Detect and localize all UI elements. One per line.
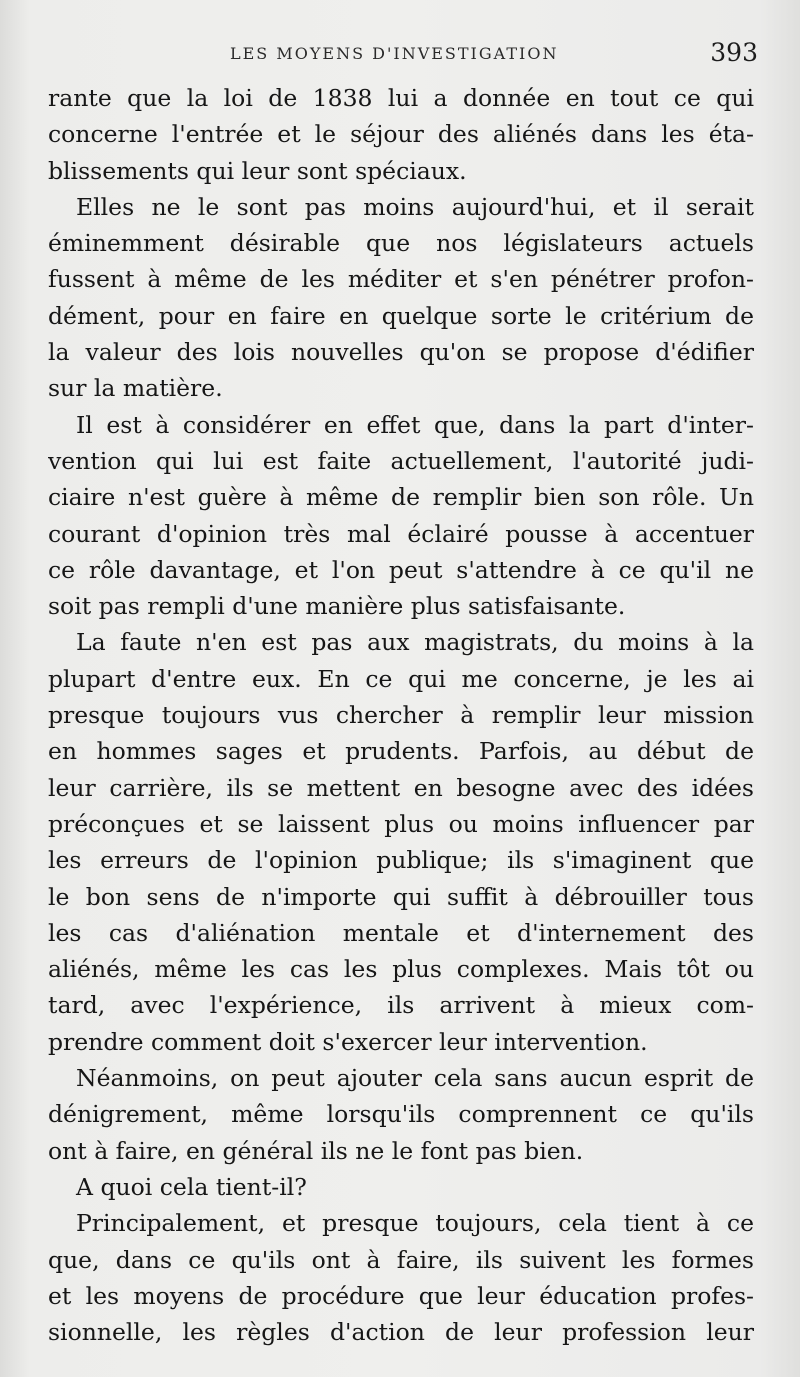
- text-line: courant d'opinion très mal éclairé pousse à accentuer: [48, 519, 754, 548]
- text-line: Elles ne le sont pas moins aujourd'hui, et il serait: [76, 192, 754, 221]
- text-line: Il est à considérer en effet que, dans la part d'inter-: [76, 410, 754, 439]
- text-line: dénigrement, même lorsqu'ils comprennent ce qu'ils: [48, 1100, 754, 1129]
- text-line: soit pas rempli d'une manière plus satisfaisante.: [48, 592, 626, 621]
- text-line: sionnelle, les règles d'action de leur profession leur: [48, 1318, 754, 1347]
- running-title: LES MOYENS D'INVESTIGATION: [230, 44, 559, 63]
- text-line: aliénés, même les cas les plus complexes. Mais tôt ou: [48, 955, 754, 984]
- text-line: fussent à même de les méditer et s'en pénétrer profon-: [48, 265, 754, 294]
- text-line: en hommes sages et prudents. Parfois, au début de: [48, 737, 754, 766]
- text-line: concerne l'entrée et le séjour des aliénés dans les éta-: [48, 120, 754, 149]
- text-line: La faute n'en est pas aux magistrats, du moins à la: [76, 628, 754, 657]
- text-line: que, dans ce qu'ils ont à faire, ils suivent les formes: [48, 1245, 754, 1274]
- text-line: les erreurs de l'opinion publique; ils s'imaginent que: [48, 846, 754, 875]
- text-line: A quoi cela tient-il?: [76, 1172, 307, 1201]
- text-line: tard, avec l'expérience, ils arrivent à mieux com-: [48, 991, 754, 1020]
- text-line: presque toujours vus chercher à remplir leur mission: [48, 701, 754, 730]
- text-line: ciaire n'est guère à même de remplir bien son rôle. Un: [48, 483, 754, 512]
- running-head: [48, 38, 758, 74]
- text-line: Néanmoins, on peut ajouter cela sans aucun esprit de: [76, 1064, 754, 1093]
- text-line: la valeur des lois nouvelles qu'on se propose d'édifier: [48, 338, 754, 367]
- text-line: éminemment désirable que nos législateurs actuels: [48, 229, 754, 258]
- page-number: 393: [710, 38, 758, 67]
- text-line: dément, pour en faire en quelque sorte le critérium de: [48, 301, 754, 330]
- body-text: [48, 80, 754, 1350]
- text-line: rante que la loi de 1838 lui a donnée en tout ce qui: [48, 84, 754, 112]
- text-line: sur la matière.: [48, 374, 223, 403]
- text-line: prendre comment doit s'exercer leur intervention.: [48, 1027, 648, 1056]
- text-line: le bon sens de n'importe qui suffit à débrouiller tous: [48, 882, 754, 911]
- text-line: Principalement, et presque toujours, cela tient à ce: [76, 1209, 754, 1238]
- text-line: ce rôle davantage, et l'on peut s'attendre à ce qu'il ne: [48, 555, 754, 584]
- text-line: les cas d'aliénation mentale et d'internement des: [48, 918, 754, 947]
- text-line: ont à faire, en général ils ne le font pas bien.: [48, 1136, 584, 1165]
- text-line: et les moyens de procédure que leur éducation profes-: [48, 1281, 754, 1310]
- text-line: vention qui lui est faite actuellement, l'autorité judi-: [48, 446, 754, 475]
- text-line: blissements qui leur sont spéciaux.: [48, 156, 467, 185]
- text-line: préconçues et se laissent plus ou moins influencer par: [48, 809, 754, 838]
- text-line: plupart d'entre eux. En ce qui me concerne, je les ai: [48, 664, 754, 693]
- text-line: leur carrière, ils se mettent en besogne avec des idées: [48, 773, 754, 802]
